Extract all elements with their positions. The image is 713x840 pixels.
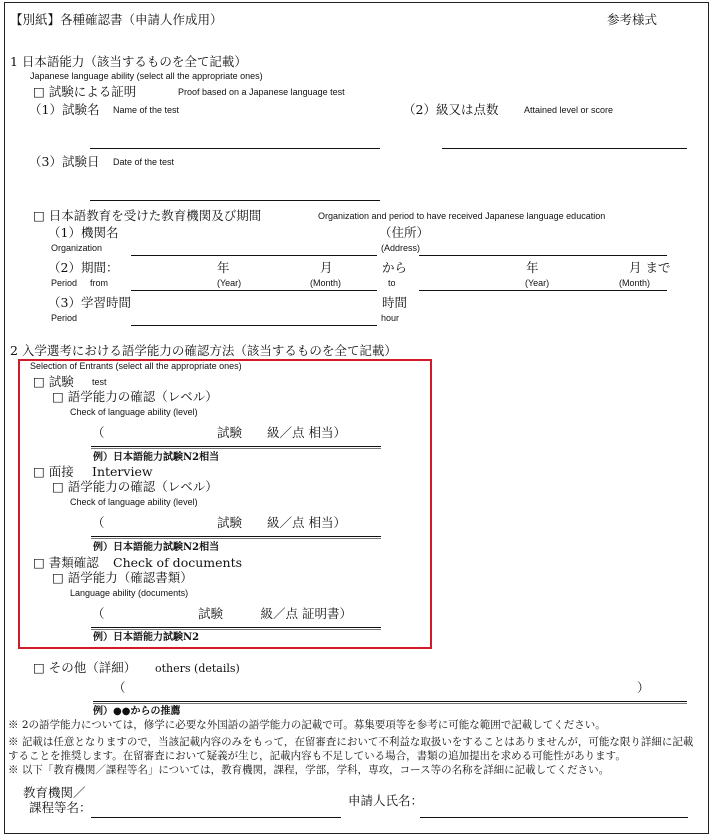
kara-label: から	[382, 260, 408, 275]
documents-label-en: Check of documents	[113, 555, 243, 570]
level-label-en: Attained level or score	[524, 105, 614, 115]
test-name-label-en: Name of the test	[113, 105, 180, 115]
other-label-en: others (details)	[155, 662, 240, 675]
org-field[interactable]	[131, 255, 377, 256]
other-checkbox[interactable]: □ その他（詳細）	[33, 660, 137, 675]
other-paren-close: ）	[637, 680, 650, 695]
test-date-label: （3）試験日	[29, 154, 100, 169]
from-year: 年	[217, 260, 230, 275]
section2-heading: 2 入学選考における語学能力の確認方法（該当するものを全て記載）	[10, 343, 397, 358]
jikan-label: 時間	[382, 295, 408, 310]
to-month-en: (Month)	[619, 278, 651, 288]
exam-label-en: test	[92, 377, 107, 387]
study-hours-field[interactable]	[131, 325, 377, 326]
institution-label-line1: 教育機関／	[23, 785, 86, 800]
interview-paren-open: （	[92, 515, 105, 530]
section1-heading: 1 日本語能力（該当するものを全て記載）	[10, 54, 247, 69]
education-label-en: Organization and period to have received Japanese language education	[318, 211, 606, 221]
other-example: 例）●●からの推薦	[93, 706, 181, 717]
level-label: （2）級又は点数	[403, 102, 499, 117]
test-name-field[interactable]	[90, 148, 380, 149]
study-hours-label-en: Period	[51, 313, 78, 323]
address-label-en: (Address)	[381, 243, 421, 253]
exam-level-checkbox[interactable]: □ 語学能力の確認（レベル）	[52, 389, 218, 404]
from-month-en: (Month)	[310, 278, 342, 288]
exam-level-label-en: Check of language ability (level)	[70, 407, 198, 417]
period-label: （2）期間：	[48, 260, 119, 275]
documents-paren-open: （	[92, 606, 105, 621]
note-1: ※ 2の語学能力については，修学に必要な外国語の語学能力の記載で可。募集要項等を参考に可能な範囲で記載してください。	[8, 719, 606, 731]
documents-ability-checkbox[interactable]: □ 語学能力（確認書類）	[52, 570, 193, 585]
other-paren-open: （	[113, 680, 126, 695]
interview-label-en: Interview	[92, 464, 153, 479]
to-year-en: (Year)	[525, 278, 550, 288]
interview-level-label-en: Check of language ability (level)	[70, 497, 198, 507]
applicant-name-field[interactable]	[420, 817, 688, 818]
jikan-label-en: hour	[381, 313, 400, 323]
section1-heading-en: Japanese language ability (select all the appropriate ones)	[30, 71, 263, 81]
exam-level-fill: 試験 級／点 相当）	[217, 425, 346, 440]
note-2-cont: することを推奨します。在留審査において疑義が生じ，記載内容も不足している場合，書類の追加提出を求める可能性があります。	[8, 750, 626, 762]
documents-ability-label-en: Language ability (documents)	[70, 588, 189, 598]
applicant-name-label: 申請人氏名：	[348, 793, 424, 808]
from-month: 月	[320, 260, 333, 275]
confirmation-form	[4, 2, 709, 834]
test-date-field[interactable]	[90, 200, 380, 201]
education-checkbox[interactable]: □ 日本語教育を受けた教育機関及び期間	[33, 208, 262, 223]
to-year: 年	[526, 260, 539, 275]
level-field[interactable]	[442, 148, 687, 149]
period-label-en: Period	[51, 278, 78, 288]
interview-example: 例）日本語能力試験N2相当	[93, 542, 220, 553]
institution-label-line2: 課程等名：	[29, 800, 92, 815]
address-field[interactable]	[419, 255, 667, 256]
institution-name-field[interactable]	[91, 817, 341, 818]
org-label: （1）機関名	[48, 225, 119, 240]
period-from-en: from	[90, 278, 108, 288]
period-to-field[interactable]	[419, 290, 667, 291]
form-title: 【別紙】各種確認書（申請人作成用）	[10, 12, 223, 27]
exam-checkbox[interactable]: □ 試験	[33, 374, 74, 389]
documents-field[interactable]	[91, 627, 381, 628]
study-hours-label: （3）学習時間	[48, 295, 131, 310]
test-proof-label-en: Proof based on a Japanese language test	[178, 87, 345, 97]
note-2: ※ 記載は任意となりますので，当該記載内容のみをもって，在留審査において不利益な取扱いをすることはありませんが，可能な限り詳細に記載	[8, 736, 694, 748]
interview-level-field[interactable]	[91, 536, 381, 537]
interview-level-checkbox[interactable]: □ 語学能力の確認（レベル）	[52, 479, 218, 494]
test-name-label: （1）試験名	[29, 102, 100, 117]
section2-heading-en: Selection of Entrants (select all the appropriate ones)	[30, 361, 242, 371]
form-type-label: 参考様式	[607, 12, 658, 27]
test-proof-checkbox[interactable]: □ 試験による証明	[33, 84, 137, 99]
documents-example: 例）日本語能力試験N2	[93, 632, 200, 643]
interview-level-fill: 試験 級／点 相当）	[217, 515, 346, 530]
exam-example: 例）日本語能力試験N2相当	[93, 452, 220, 463]
to-month-made: 月 まで	[629, 260, 671, 275]
period-from-field[interactable]	[131, 290, 377, 291]
interview-checkbox[interactable]: □ 面接	[33, 464, 74, 479]
exam-level-field[interactable]	[91, 446, 381, 447]
from-year-en: (Year)	[217, 278, 242, 288]
documents-checkbox[interactable]: □ 書類確認	[33, 555, 99, 570]
note-3: ※ 以下「教育機関／課程等名」については，教育機関，課程，学部，学科，専攻，コース等の名称を詳細に記載してください。	[8, 764, 610, 776]
exam-paren-open: （	[92, 425, 105, 440]
org-label-en: Organization	[51, 243, 103, 253]
period-to-en: to	[388, 278, 396, 288]
documents-fill: 試験 級／点 証明書）	[198, 606, 352, 621]
other-details-field[interactable]	[93, 701, 687, 702]
test-date-label-en: Date of the test	[113, 157, 175, 167]
address-label: （住所）	[379, 225, 430, 240]
